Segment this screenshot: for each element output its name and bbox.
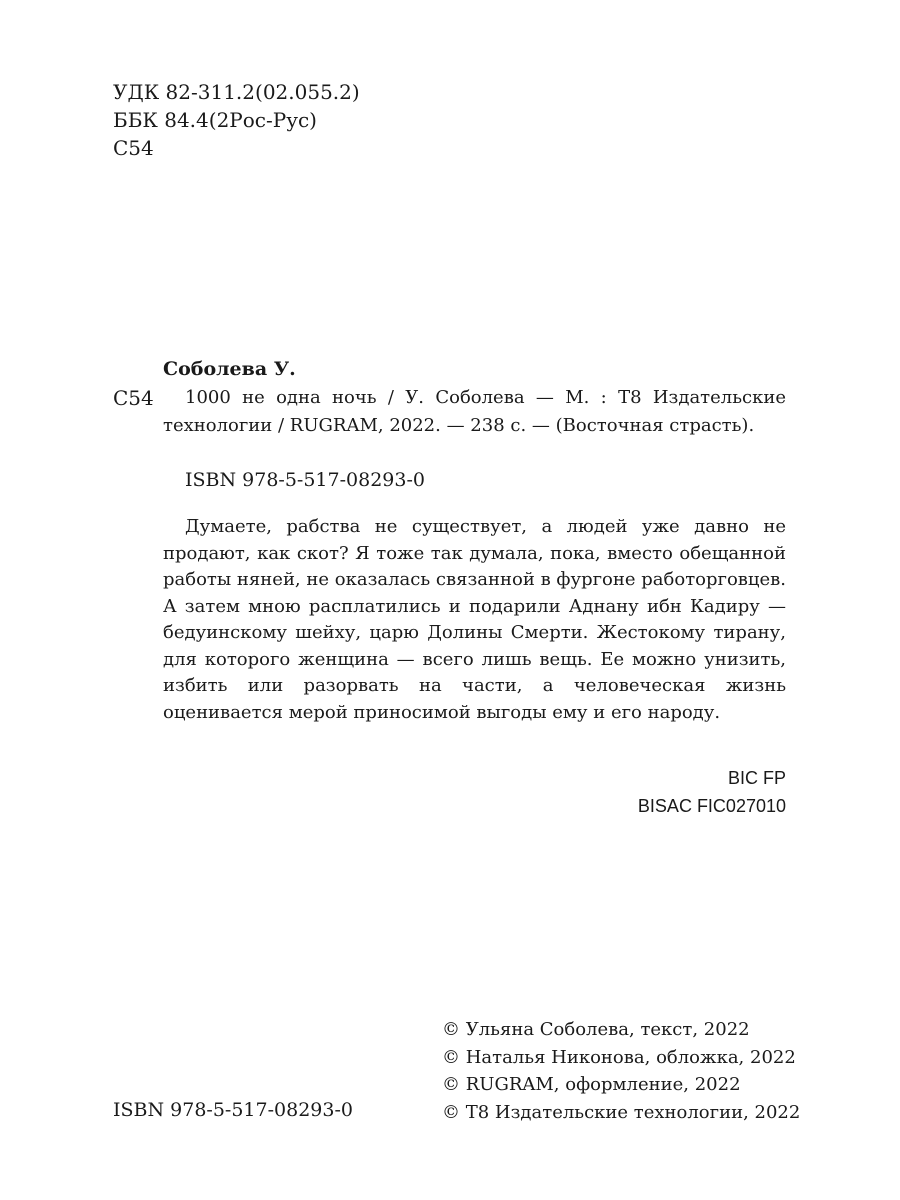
copyright-line: © RUGRAM, оформление, 2022 [442,1074,741,1095]
entry-author-mark: С54 [113,386,154,410]
copyright-list [442,1016,800,1126]
author-name: Соболева У. [163,358,296,380]
author-mark: С54 [113,136,154,160]
copyright-line: © Т8 Издательские технологии, 2022 [442,1101,801,1123]
entry-isbn: ISBN 978-5-517-08293-0 [185,469,425,491]
library-codes [113,78,360,162]
footer-isbn: ISBN 978-5-517-08293-0 [113,1099,353,1121]
bbk-code: ББК 84.4(2Рос-Рус) [113,108,317,132]
classification-codes [638,764,786,820]
udk-code: УДК 82-311.2(02.055.2) [113,80,360,104]
book-annotation: Думаете, рабства не существует, а людей уже давно не продают, как скот? Я тоже так думала, пока, вместо обещанной работы няней, не оказалась связанной в фургоне работорговцев. А затем мною расплатились и подарили Аднану ибн Кадиру — бедуинскому шейху, царю Долины Смерти. Жестокому тирану, для которого женщина — всего лишь вещь. Ее можно унизить, избить или разорвать на части, а человеческая жизнь оценивается мерой приносимой выгоды ему и его народу. [163,516,786,723]
copyright-line: © Наталья Никонова, обложка, 2022 [442,1046,796,1068]
copyright-line: © Ульяна Соболева, текст, 2022 [442,1019,750,1040]
bibliographic-description: 1000 не одна ночь / У. Соболева — М. : Т8 Издательские технологии / RUGRAM, 2022. — 238 с. — (Восточная страсть). [163,387,786,436]
bic-code: BIC FP [727,768,786,788]
bisac-code: BISAC FIC027010 [637,796,786,816]
